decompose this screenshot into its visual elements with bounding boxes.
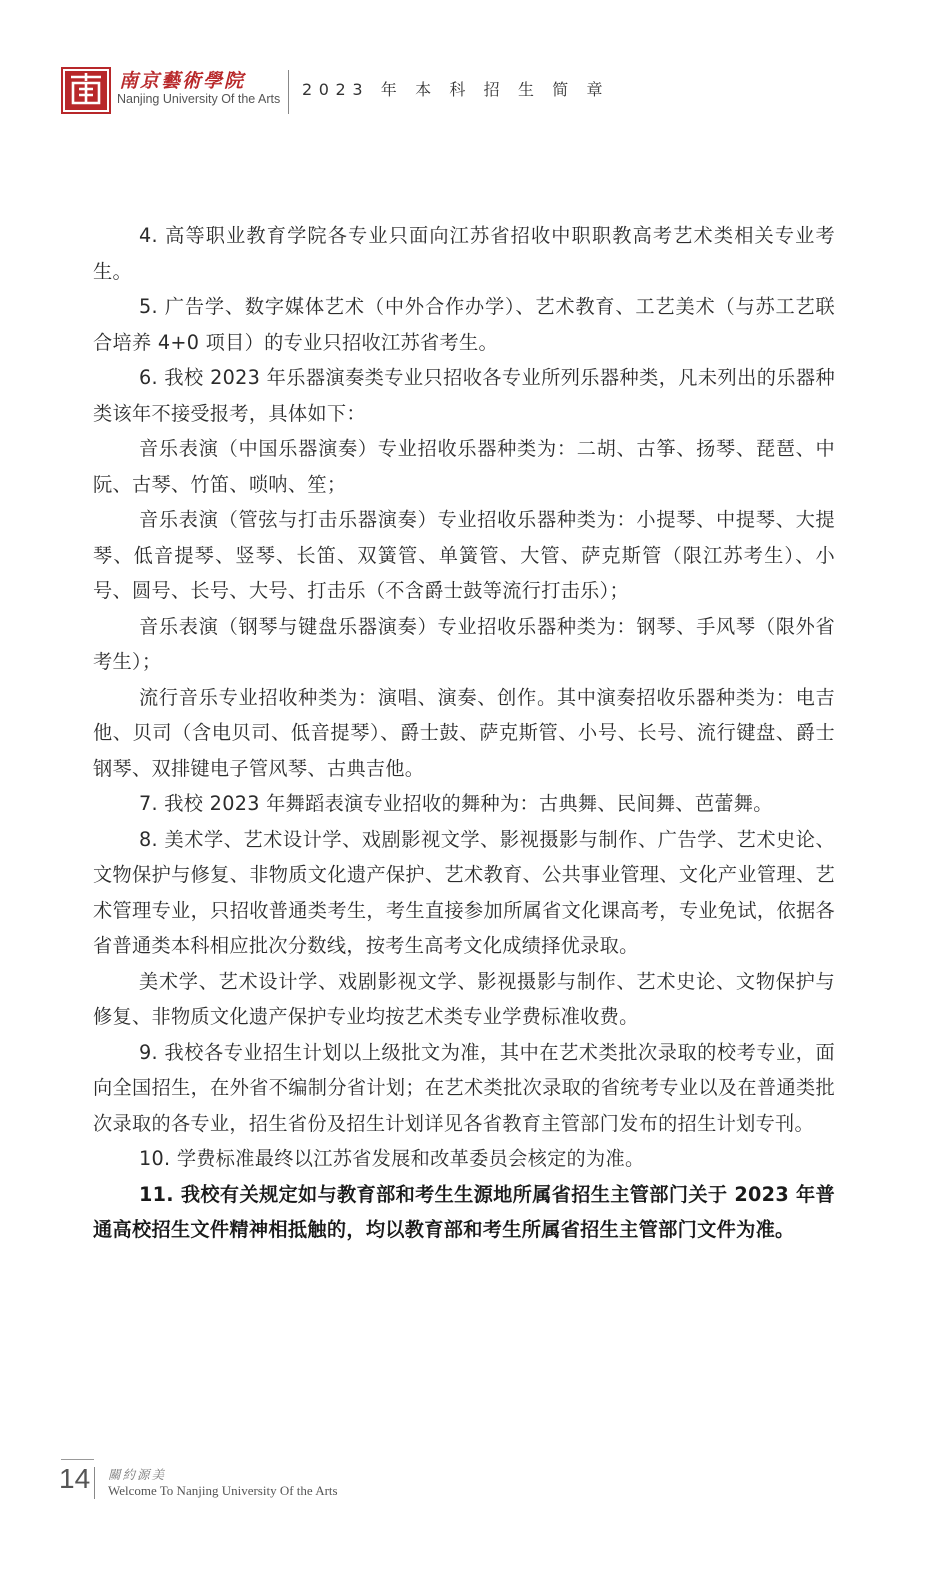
- paragraph-8: 8. 美术学、艺术设计学、戏剧影视文学、影视摄影与制作、广告学、艺术史论、文物保护与修复、非物质文化遗产保护、艺术教育、公共事业管理、文化产业管理、艺术管理专业，只招收普通类考生，考生直接参加所属省文化课高考，专业免试，依据各省普通类本科相应批次分数线，按考生高考文化成绩择优录取。: [93, 827, 835, 957]
- footer-slogan-cn: 關約源美: [108, 1467, 167, 1482]
- seal-glyph-icon: [61, 67, 111, 114]
- page-number: 14: [59, 1463, 91, 1494]
- paragraph-9: 9. 我校各专业招生计划以上级批文为准，其中在艺术类批次录取的校考专业，面向全国招生，在外省不编制分省计划；在艺术类批次录取的省统考专业以及在普通类批次录取的各专业，招生省份及招生计划详见各省教育主管部门发布的招生计划专刊。: [93, 1040, 835, 1135]
- page-header: [0, 0, 934, 130]
- paragraph-8-fees: 美术学、艺术设计学、戏剧影视文学、影视摄影与制作、艺术史论、文物保护与修复、非物质文化遗产保护专业均按艺术类专业学费标准收费。: [93, 969, 835, 1028]
- university-name-en: Nanjing University Of the Arts: [117, 92, 281, 106]
- body-text: [93, 218, 835, 1248]
- footer-slogan-en: Welcome To Nanjing University Of the Arts: [108, 1483, 338, 1498]
- paragraph-7: 7. 我校 2023 年舞蹈表演专业招收的舞种为：古典舞、民间舞、芭蕾舞。: [139, 792, 773, 815]
- paragraph-pop-music: 流行音乐专业招收种类为：演唱、演奏、创作。其中演奏招收乐器种类为：电吉他、贝司（含电贝司、低音提琴）、爵士鼓、萨克斯管、小号、长号、流行键盘、爵士钢琴、双排键电子管风琴、古典吉他。: [93, 685, 835, 780]
- paragraph-4: 4. 高等职业教育学院各专业只面向江苏省招收中职职教高考艺术类相关专业考生。: [93, 224, 835, 283]
- paragraph-orchestral-instruments: 音乐表演（管弦与打击乐器演奏）专业招收乐器种类为：小提琴、中提琴、大提琴、低音提琴、竖琴、长笛、双簧管、单簧管、大管、萨克斯管（限江苏考生）、小号、圆号、长号、大号、打击乐（不含爵士鼓等流行打击乐）；: [93, 508, 835, 602]
- page-footer: [0, 1450, 934, 1510]
- footer-rule: [61, 1459, 94, 1460]
- paragraph-keyboard-instruments: 音乐表演（钢琴与键盘乐器演奏）专业招收乐器种类为：钢琴、手风琴（限外省考生）；: [93, 614, 835, 673]
- footer-divider: [94, 1467, 95, 1499]
- header-divider: [288, 70, 289, 114]
- paragraph-10: 10. 学费标准最终以江苏省发展和改革委员会核定的为准。: [139, 1147, 645, 1170]
- university-name-cn: 南京藝術學院: [119, 70, 246, 92]
- paragraph-chinese-instruments: 音乐表演（中国乐器演奏）专业招收乐器种类为：二胡、古筝、扬琴、琵琶、中阮、古琴、竹笛、唢呐、笙；: [93, 437, 835, 496]
- university-seal-logo: [61, 67, 111, 114]
- paragraph-6: 6. 我校 2023 年乐器演奏类专业只招收各专业所列乐器种类，凡未列出的乐器种类该年不接受报考，具体如下：: [93, 366, 835, 425]
- paragraph-11: 11. 我校有关规定如与教育部和考生生源地所属省招生主管部门关于 2023 年普通高校招生文件精神相抵触的，均以教育部和考生所属省招生主管部门文件为准。: [93, 1182, 835, 1241]
- document-title: 2023 年 本 科 招 生 简 章: [302, 80, 610, 99]
- paragraph-5: 5. 广告学、数字媒体艺术（中外合作办学）、艺术教育、工艺美术（与苏工艺联合培养 4+0 项目）的专业只招收江苏省考生。: [93, 295, 835, 354]
